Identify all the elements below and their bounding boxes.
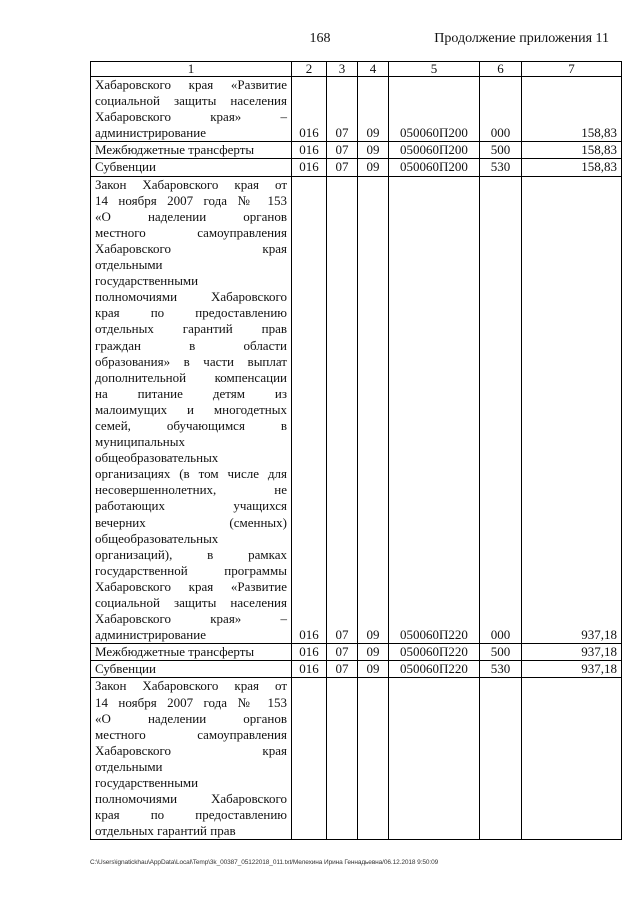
description-line: на питание детям из — [95, 385, 287, 401]
cell-subsection: 09 — [358, 77, 389, 142]
cell-admin-code: 016 — [292, 176, 327, 644]
column-header-row — [91, 62, 622, 77]
cell-subsection: 09 — [358, 661, 389, 678]
cell-admin-code — [292, 678, 327, 840]
description-line: Закон Хабаровского края от — [95, 176, 287, 192]
cell-target-article: 050060П220 — [389, 176, 480, 644]
description-line: организаций), в рамках — [95, 546, 287, 562]
description-line: социальной защиты населения — [95, 93, 287, 109]
budget-table — [90, 61, 622, 840]
description-line: Межбюджетные трансферты — [95, 142, 255, 158]
column-header: 2 — [292, 62, 327, 77]
description-line: «О наделении органов — [95, 710, 287, 726]
description-line: отдельных гарантий прав — [95, 321, 287, 337]
cell-target-article: 050060П220 — [389, 644, 480, 661]
cell-subsection: 09 — [358, 142, 389, 159]
cell-section: 07 — [327, 142, 358, 159]
column-header: 6 — [480, 62, 522, 77]
table-body — [91, 77, 622, 840]
description-line: вечерних (сменных) — [95, 514, 287, 530]
cell-target-article — [389, 678, 480, 840]
cell-section: 07 — [327, 176, 358, 644]
cell-target-article: 050060П200 — [389, 77, 480, 142]
cell-expense-type: 000 — [480, 176, 522, 644]
column-header: 1 — [91, 62, 292, 77]
table-row — [91, 661, 622, 678]
cell-amount: 937,18 — [522, 176, 622, 644]
cell-expense-type — [480, 678, 522, 840]
description-line: Субвенции — [95, 159, 156, 175]
description-line: Хабаровского края «Развитие — [95, 77, 287, 92]
cell-section: 07 — [327, 644, 358, 661]
column-header: 7 — [522, 62, 622, 77]
description-line: Хабаровского края «Развитие — [95, 578, 287, 594]
row-description — [91, 142, 292, 159]
description-line: местного самоуправления — [95, 726, 287, 742]
table-row — [91, 159, 622, 176]
cell-section — [327, 678, 358, 840]
cell-section: 07 — [327, 77, 358, 142]
description-line: семей, обучающимся в — [95, 417, 287, 433]
appendix-caption: Продолжение приложения 11 — [434, 31, 609, 46]
description-line: администрирование — [95, 125, 206, 141]
cell-subsection — [358, 678, 389, 840]
description-line: Хабаровского края — [95, 240, 287, 256]
description-line: отдельными — [95, 257, 163, 273]
description-line: Хабаровского края» – — [95, 611, 287, 627]
cell-expense-type: 500 — [480, 142, 522, 159]
description-line: Хабаровского края» – — [95, 109, 287, 125]
column-header: 3 — [327, 62, 358, 77]
description-line: края по предоставлению — [95, 807, 287, 823]
description-line: государственными — [95, 273, 199, 289]
cell-admin-code: 016 — [292, 159, 327, 176]
cell-target-article: 050060П200 — [389, 142, 480, 159]
cell-admin-code: 016 — [292, 661, 327, 678]
cell-subsection: 09 — [358, 644, 389, 661]
description-line: государственными — [95, 775, 199, 791]
description-line: несовершеннолетних, не — [95, 482, 287, 498]
cell-subsection: 09 — [358, 159, 389, 176]
cell-admin-code: 016 — [292, 77, 327, 142]
row-description — [91, 661, 292, 678]
cell-amount: 937,18 — [522, 644, 622, 661]
cell-section: 07 — [327, 159, 358, 176]
description-line: государственной программы — [95, 562, 287, 578]
description-line: организациях (в том числе для — [95, 466, 287, 482]
description-line: работающих учащихся — [95, 498, 287, 514]
description-line: граждан в области — [95, 337, 287, 353]
cell-expense-type: 000 — [480, 77, 522, 142]
description-line: Закон Хабаровского края от — [95, 678, 287, 694]
description-line: «О наделении органов — [95, 208, 287, 224]
cell-target-article: 050060П220 — [389, 661, 480, 678]
description-line: общеобразовательных — [95, 450, 219, 466]
cell-section: 07 — [327, 661, 358, 678]
cell-amount: 937,18 — [522, 661, 622, 678]
row-description — [91, 644, 292, 661]
description-line: Хабаровского края — [95, 742, 287, 758]
description-line: полномочиями Хабаровского — [95, 791, 287, 807]
description-line: малоимущих и многодетных — [95, 401, 287, 417]
cell-amount: 158,83 — [522, 77, 622, 142]
row-description — [91, 77, 292, 142]
description-line: отдельных гарантий прав — [95, 823, 236, 839]
description-line: Субвенции — [95, 661, 156, 677]
description-line: образования» в части выплат — [95, 353, 287, 369]
cell-subsection: 09 — [358, 176, 389, 644]
cell-expense-type: 530 — [480, 661, 522, 678]
row-description — [91, 678, 292, 840]
description-line: 14 ноября 2007 года № 153 — [95, 694, 287, 710]
cell-target-article: 050060П200 — [389, 159, 480, 176]
table-row — [91, 678, 622, 840]
table-row — [91, 176, 622, 644]
description-line: отдельными — [95, 758, 163, 774]
column-header: 4 — [358, 62, 389, 77]
description-line: полномочиями Хабаровского — [95, 289, 287, 305]
cell-admin-code: 016 — [292, 142, 327, 159]
row-description — [91, 159, 292, 176]
table-row — [91, 644, 622, 661]
cell-expense-type: 500 — [480, 644, 522, 661]
table-row — [91, 142, 622, 159]
page-number: 168 — [309, 31, 331, 46]
description-line: администрирование — [95, 627, 206, 643]
description-line: края по предоставлению — [95, 305, 287, 321]
description-line: 14 ноября 2007 года № 153 — [95, 192, 287, 208]
cell-amount — [522, 678, 622, 840]
table-row — [91, 77, 622, 142]
description-line: местного самоуправления — [95, 224, 287, 240]
cell-expense-type: 530 — [480, 159, 522, 176]
description-line: муниципальных — [95, 434, 186, 450]
column-header: 5 — [389, 62, 480, 77]
row-description — [91, 176, 292, 644]
description-line: социальной защиты населения — [95, 595, 287, 610]
cell-amount: 158,83 — [522, 159, 622, 176]
description-line: дополнительной компенсации — [95, 369, 287, 385]
footer-path: C:\Users\ignatickhau\AppData\Local\Temp\3k_00387_05122018_011.txt/Мелехина Ирина Геннадьевна/06.12.2018 9:50:09 — [90, 859, 439, 866]
cell-amount: 158,83 — [522, 142, 622, 159]
cell-admin-code: 016 — [292, 644, 327, 661]
description-line: общеобразовательных — [95, 530, 219, 546]
description-line: Межбюджетные трансферты — [95, 644, 255, 660]
